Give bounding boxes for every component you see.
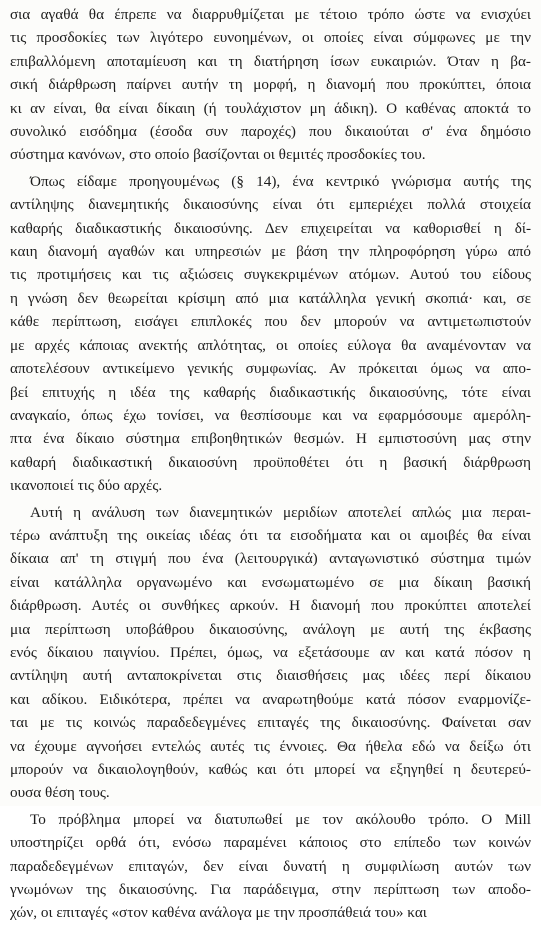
text-line: σική διάρθρωση παίρνει αυτήν τη μορφή, η διανομή που προκύπτει, όποια — [10, 76, 531, 94]
text-line: ενός δίκαιου παιγνίου. Πρέπει, όμως, να εξετάσουμε αν και κατά πόσον η — [10, 643, 531, 661]
text-line: να έχουμε αγνοήσει εντελώς αυτές τις έννοιες. Θα ήθελα εδώ να δείξω ότι — [10, 737, 531, 755]
text-line: ται με τις κοινώς παραδεδεγμένες επιταγές της δικαιοσύνης. Φαίνεται σαν — [10, 714, 531, 732]
text-line: ικανοποιεί τις δύο αρχές. — [10, 477, 163, 495]
text-line: βεί επιτυχής η ιδέα της καθαρής διαδικαστικής δικαιοσύνης, τότε είναι — [10, 383, 531, 401]
text-line: συνολικό εισόδημα (έσοδα συν παροχές) που δικαιούται σ' ένα δημόσιο — [10, 123, 531, 141]
text-line: ουσα θέση τους. — [10, 784, 110, 802]
text-line: κάθε περίπτωση, εισάγει επιπλοκές που δεν μπορούν να αντιμετωπιστούν — [10, 313, 531, 331]
text-line: καθαρή διαδικαστική δικαιοσύνη προϋποθέτει ότι η βασική διάρθρωση — [10, 453, 531, 471]
paragraph — [10, 170, 531, 498]
text-line: χών, οι επιταγές «στον καθένα ανάλογα με την προσπάθειά του» και — [10, 904, 427, 922]
text-line: αποτελέσουν αντικείμενο γενικής συμφωνίας. Αν πρόκειται όμως να απο- — [10, 360, 531, 378]
text-line: Αυτή η ανάλυση των διανεμητικών μεριδίων αποτελεί απλώς μια περαι- — [30, 503, 531, 521]
document-body — [10, 3, 531, 925]
text-line: καθαρής διαδικαστικής δικαιοσύνης. Δεν επιχειρείται να καθορισθεί η δί- — [10, 219, 531, 237]
text-line: δίκαια απ' τη στιγμή που ένα (λειτουργικά) ανταγωνιστικό σύστημα τιμών — [10, 550, 531, 568]
text-line: τις προτιμήσεις και τις αξιώσεις συγκεκριμένων ατόμων. Αυτού του είδους — [10, 266, 531, 284]
text-line: υποστηρίζει ορθά ότι, ενόσω παραμένει κάποιος στο επίπεδο των κοινών — [10, 834, 531, 852]
text-line: τις προσδοκίες των λιγότερο ευνοημένων, οι οποίες είναι σύμφωνες με την — [10, 29, 531, 47]
text-line: και αδίκου. Ειδικότερα, πρέπει να αναρωτηθούμε κατά πόσον εναρμονίζε- — [10, 690, 531, 708]
text-line: με αρχές κάποιας ανεκτής απλότητας, οι οποίες εύλογα θα αναμένονταν να — [10, 336, 531, 354]
text-line: μπορούν να δικαιολογηθούν, καθώς και ότι μπορεί να εξηγηθεί η δευτερεύ- — [10, 761, 531, 778]
text-line: είναι κατάλληλα οργανωμένο και ενσωματωμένο σε μια δίκαιη βασική — [10, 573, 531, 591]
text-line: διάρθρωση. Αυτές οι συνθήκες αρκούν. Η διανομή που προκύπτει αποτελεί — [10, 597, 531, 615]
paragraph — [10, 3, 531, 167]
text-line: σια αγαθά θα έπρεπε να διαρρυθμίζεται με τέτοιο τρόπο ώστε να ενισχύει — [10, 6, 531, 23]
paragraph — [10, 501, 531, 805]
text-line: μια περίπτωση υποβάθρου δικαιοσύνης, ανάλογη με αυτή της έκβασης — [10, 620, 531, 638]
text-line: Το πρόβλημα μπορεί να διατυπωθεί με τον ακόλουθο τρόπο. Ο Mill — [30, 810, 531, 828]
text-line: η γνώση δεν θεωρείται κρίσιμη από μια κατάλληλα γενική σκοπιά· και, σε — [10, 289, 531, 307]
text-line: τέρω ανάπτυξη της οικείας ιδέας ότι τα εισοδήματα και οι αμοιβές θα είναι — [10, 526, 531, 544]
text-line: αναγκαίο, όπως έχω τονίσει, να θεσπίσουμε και να εφαρμόσουμε αμερόλη- — [10, 406, 531, 424]
text-line: σύστημα κανόνων, στο οποίο βασίζονται οι θεμιτές προσδοκίες του. — [10, 146, 426, 164]
text-line: κι αν είναι, θα είναι δίκαιη (ή τουλάχιστον μη άδικη). Ο καθένας αποκτά το — [10, 99, 531, 117]
text-line: πτα ένα δίκαιο σύστημα επιβοηθητικών θεσμών. Η εμπιστοσύνη μας στην — [10, 430, 531, 448]
text-line: επιβαλλόμενη αποταμίευση και τη διατήρηση ίσων ευκαιριών. Όταν η βα- — [10, 52, 531, 70]
text-line: καιη διανομή αγαθών και υπηρεσιών με βάση την πληροφόρηση γύρω από — [10, 243, 531, 261]
text-line: αντίληψης διανεμητικής δικαιοσύνης είναι ότι εμπεριέχει πολλά στοιχεία — [10, 196, 531, 214]
text-line: Όπως είδαμε προηγουμένως (§ 14), ένα κεντρικό γνώρισμα αυτής της — [30, 172, 531, 190]
text-line: γνωμόνων της δικαιοσύνης. Για παράδειγμα, στην περίπτωση των αποδο- — [10, 881, 531, 899]
text-line: αντίληψη αυτή ανταποκρίνεται στις διαισθήσεις μας ιδέες περί δίκαιου — [10, 667, 531, 685]
paragraph — [10, 808, 531, 925]
text-line: παραδεδεγμένων επιταγών, δεν είναι δυνατή η συμφιλίωση αυτών των — [10, 857, 531, 875]
